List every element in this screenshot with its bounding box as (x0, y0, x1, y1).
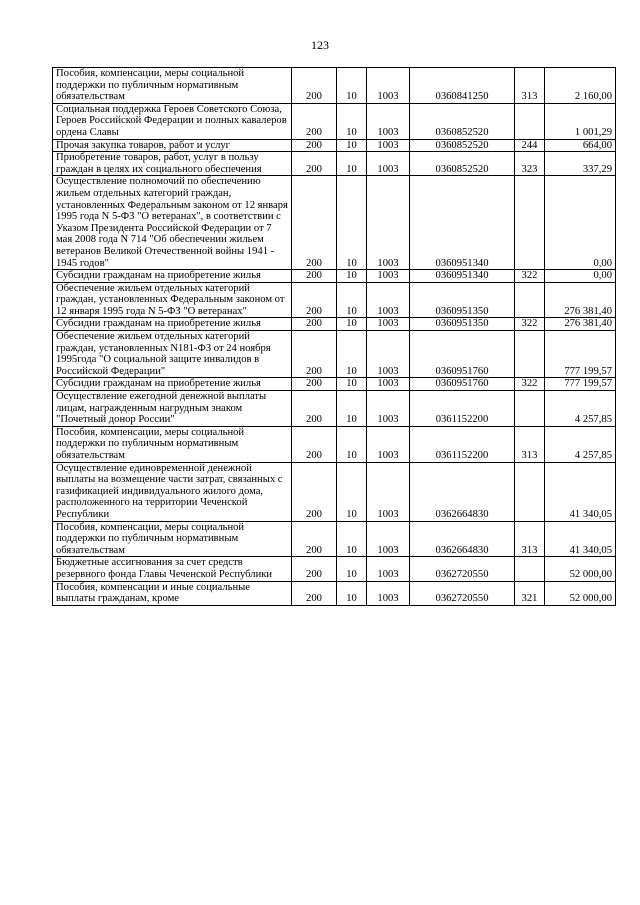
row-expense-type-cell: 313 (515, 521, 545, 557)
row-expense-type-cell: 323 (515, 152, 545, 176)
row-expense-type-cell (515, 176, 545, 270)
budget-table (52, 67, 616, 606)
row-section-cell: 10 (337, 391, 367, 427)
row-target-code-cell: 0362664830 (410, 462, 515, 521)
row-code-a-cell: 200 (292, 462, 337, 521)
row-name-cell: Осуществление единовременной денежной выплаты на возмещение части затрат, связанных с газификацией индивидуального жилого дома, расположенного на территории Чеченской Республики (53, 462, 292, 521)
row-section-cell: 10 (337, 68, 367, 104)
page-number: 123 (311, 38, 329, 52)
row-expense-type-cell: 313 (515, 68, 545, 104)
row-target-code-cell: 0360852520 (410, 103, 515, 139)
row-target-code-cell: 0362664830 (410, 521, 515, 557)
row-target-code-cell: 0361152200 (410, 426, 515, 462)
row-code-a-cell: 200 (292, 557, 337, 581)
row-target-code-cell: 0360951340 (410, 176, 515, 270)
row-section-cell: 10 (337, 282, 367, 318)
row-name-cell: Прочая закупка товаров, работ и услуг (53, 139, 292, 152)
row-name-cell: Осуществление полномочий по обеспечению жильем отдельных категорий граждан, установленных Федеральным законом от 12 января 1995 года N 5-ФЗ "О ветеранах", в соответствии с Указом Президента Российской Федерации от 7 мая 2008 года N 714 "Об обеспечении жильем ветеранов Великой Отечественной войны 1941 - 1945 годов" (53, 176, 292, 270)
row-expense-type-cell: 322 (515, 318, 545, 331)
table-row (53, 270, 616, 283)
row-name-cell: Субсидии гражданам на приобретение жилья (53, 270, 292, 283)
row-expense-type-cell (515, 462, 545, 521)
row-expense-type-cell (515, 557, 545, 581)
row-name-cell: Пособия, компенсации и иные социальные выплаты гражданам, кроме (53, 581, 292, 605)
row-section-cell: 10 (337, 426, 367, 462)
row-target-code-cell: 0360951350 (410, 282, 515, 318)
row-amount-cell: 4 257,85 (545, 391, 616, 427)
row-section-cell: 10 (337, 378, 367, 391)
row-expense-type-cell (515, 391, 545, 427)
row-code-a-cell: 200 (292, 282, 337, 318)
row-amount-cell: 777 199,57 (545, 331, 616, 378)
row-subsection-cell: 1003 (367, 282, 410, 318)
row-amount-cell: 777 199,57 (545, 378, 616, 391)
row-name-cell: Осуществление ежегодной денежной выплаты лицам, награжденным нагрудным знаком "Почетный донор России" (53, 391, 292, 427)
row-amount-cell: 4 257,85 (545, 426, 616, 462)
row-amount-cell: 2 160,00 (545, 68, 616, 104)
row-name-cell: Пособия, компенсации, меры социальной поддержки по публичным нормативным обязательствам (53, 521, 292, 557)
row-section-cell: 10 (337, 557, 367, 581)
table-row (53, 391, 616, 427)
budget-table-body (53, 68, 616, 606)
row-name-cell: Приобретение товаров, работ, услуг в пользу граждан в целях их социального обеспечения (53, 152, 292, 176)
table-row (53, 426, 616, 462)
table-row (53, 331, 616, 378)
row-name-cell: Обеспечение жильем отдельных категорий граждан, установленных Федеральным законом от 12 января 1995 года N 5-ФЗ "О ветеранах" (53, 282, 292, 318)
row-amount-cell: 664,00 (545, 139, 616, 152)
row-code-a-cell: 200 (292, 378, 337, 391)
row-section-cell: 10 (337, 318, 367, 331)
row-section-cell: 10 (337, 152, 367, 176)
row-code-a-cell: 200 (292, 426, 337, 462)
row-subsection-cell: 1003 (367, 176, 410, 270)
row-name-cell: Пособия, компенсации, меры социальной поддержки по публичным нормативным обязательствам (53, 68, 292, 104)
row-expense-type-cell (515, 103, 545, 139)
row-subsection-cell: 1003 (367, 139, 410, 152)
row-subsection-cell: 1003 (367, 462, 410, 521)
row-target-code-cell: 0360951340 (410, 270, 515, 283)
row-code-a-cell: 200 (292, 391, 337, 427)
row-subsection-cell: 1003 (367, 521, 410, 557)
row-expense-type-cell: 244 (515, 139, 545, 152)
row-code-a-cell: 200 (292, 152, 337, 176)
row-amount-cell: 0,00 (545, 176, 616, 270)
table-row (53, 557, 616, 581)
row-code-a-cell: 200 (292, 331, 337, 378)
row-subsection-cell: 1003 (367, 318, 410, 331)
row-expense-type-cell: 322 (515, 270, 545, 283)
row-amount-cell: 41 340,05 (545, 521, 616, 557)
row-amount-cell: 1 001,29 (545, 103, 616, 139)
row-amount-cell: 52 000,00 (545, 557, 616, 581)
row-section-cell: 10 (337, 521, 367, 557)
row-code-a-cell: 200 (292, 139, 337, 152)
row-section-cell: 10 (337, 270, 367, 283)
row-subsection-cell: 1003 (367, 152, 410, 176)
row-name-cell: Субсидии гражданам на приобретение жилья (53, 378, 292, 391)
row-code-a-cell: 200 (292, 521, 337, 557)
row-subsection-cell: 1003 (367, 68, 410, 104)
row-target-code-cell: 0360951760 (410, 331, 515, 378)
row-target-code-cell: 0360852520 (410, 139, 515, 152)
row-target-code-cell: 0362720550 (410, 581, 515, 605)
row-amount-cell: 276 381,40 (545, 282, 616, 318)
row-subsection-cell: 1003 (367, 557, 410, 581)
row-section-cell: 10 (337, 581, 367, 605)
row-subsection-cell: 1003 (367, 391, 410, 427)
row-amount-cell: 276 381,40 (545, 318, 616, 331)
table-row (53, 152, 616, 176)
row-expense-type-cell: 322 (515, 378, 545, 391)
row-target-code-cell: 0361152200 (410, 391, 515, 427)
row-name-cell: Социальная поддержка Героев Советского Союза, Героев Российской Федерации и полных кавалеров ордена Славы (53, 103, 292, 139)
row-expense-type-cell: 321 (515, 581, 545, 605)
row-section-cell: 10 (337, 462, 367, 521)
row-section-cell: 10 (337, 331, 367, 378)
row-subsection-cell: 1003 (367, 378, 410, 391)
row-code-a-cell: 200 (292, 581, 337, 605)
row-section-cell: 10 (337, 176, 367, 270)
row-subsection-cell: 1003 (367, 331, 410, 378)
row-target-code-cell: 0360951350 (410, 318, 515, 331)
row-code-a-cell: 200 (292, 318, 337, 331)
table-row (53, 521, 616, 557)
row-amount-cell: 52 000,00 (545, 581, 616, 605)
row-code-a-cell: 200 (292, 103, 337, 139)
row-target-code-cell: 0360852520 (410, 152, 515, 176)
row-subsection-cell: 1003 (367, 426, 410, 462)
row-expense-type-cell (515, 282, 545, 318)
row-name-cell: Субсидии гражданам на приобретение жилья (53, 318, 292, 331)
row-code-a-cell: 200 (292, 176, 337, 270)
row-section-cell: 10 (337, 139, 367, 152)
row-subsection-cell: 1003 (367, 103, 410, 139)
table-row (53, 282, 616, 318)
row-name-cell: Обеспечение жильем отдельных категорий граждан, установленных N181-ФЗ от 24 ноября 1995года "О социальной защите инвалидов в Российской Федерации" (53, 331, 292, 378)
row-target-code-cell: 0360951760 (410, 378, 515, 391)
row-name-cell: Бюджетные ассигнования за счет средств резервного фонда Главы Чеченской Республики (53, 557, 292, 581)
row-expense-type-cell (515, 331, 545, 378)
row-target-code-cell: 0360841250 (410, 68, 515, 104)
table-row (53, 581, 616, 605)
row-subsection-cell: 1003 (367, 581, 410, 605)
table-row (53, 462, 616, 521)
row-section-cell: 10 (337, 103, 367, 139)
row-amount-cell: 41 340,05 (545, 462, 616, 521)
table-row (53, 139, 616, 152)
table-row (53, 68, 616, 104)
row-expense-type-cell: 313 (515, 426, 545, 462)
row-amount-cell: 337,29 (545, 152, 616, 176)
row-subsection-cell: 1003 (367, 270, 410, 283)
row-name-cell: Пособия, компенсации, меры социальной поддержки по публичным нормативным обязательствам (53, 426, 292, 462)
table-row (53, 318, 616, 331)
row-amount-cell: 0,00 (545, 270, 616, 283)
row-code-a-cell: 200 (292, 68, 337, 104)
table-row (53, 176, 616, 270)
row-target-code-cell: 0362720550 (410, 557, 515, 581)
table-row (53, 378, 616, 391)
table-row (53, 103, 616, 139)
row-code-a-cell: 200 (292, 270, 337, 283)
